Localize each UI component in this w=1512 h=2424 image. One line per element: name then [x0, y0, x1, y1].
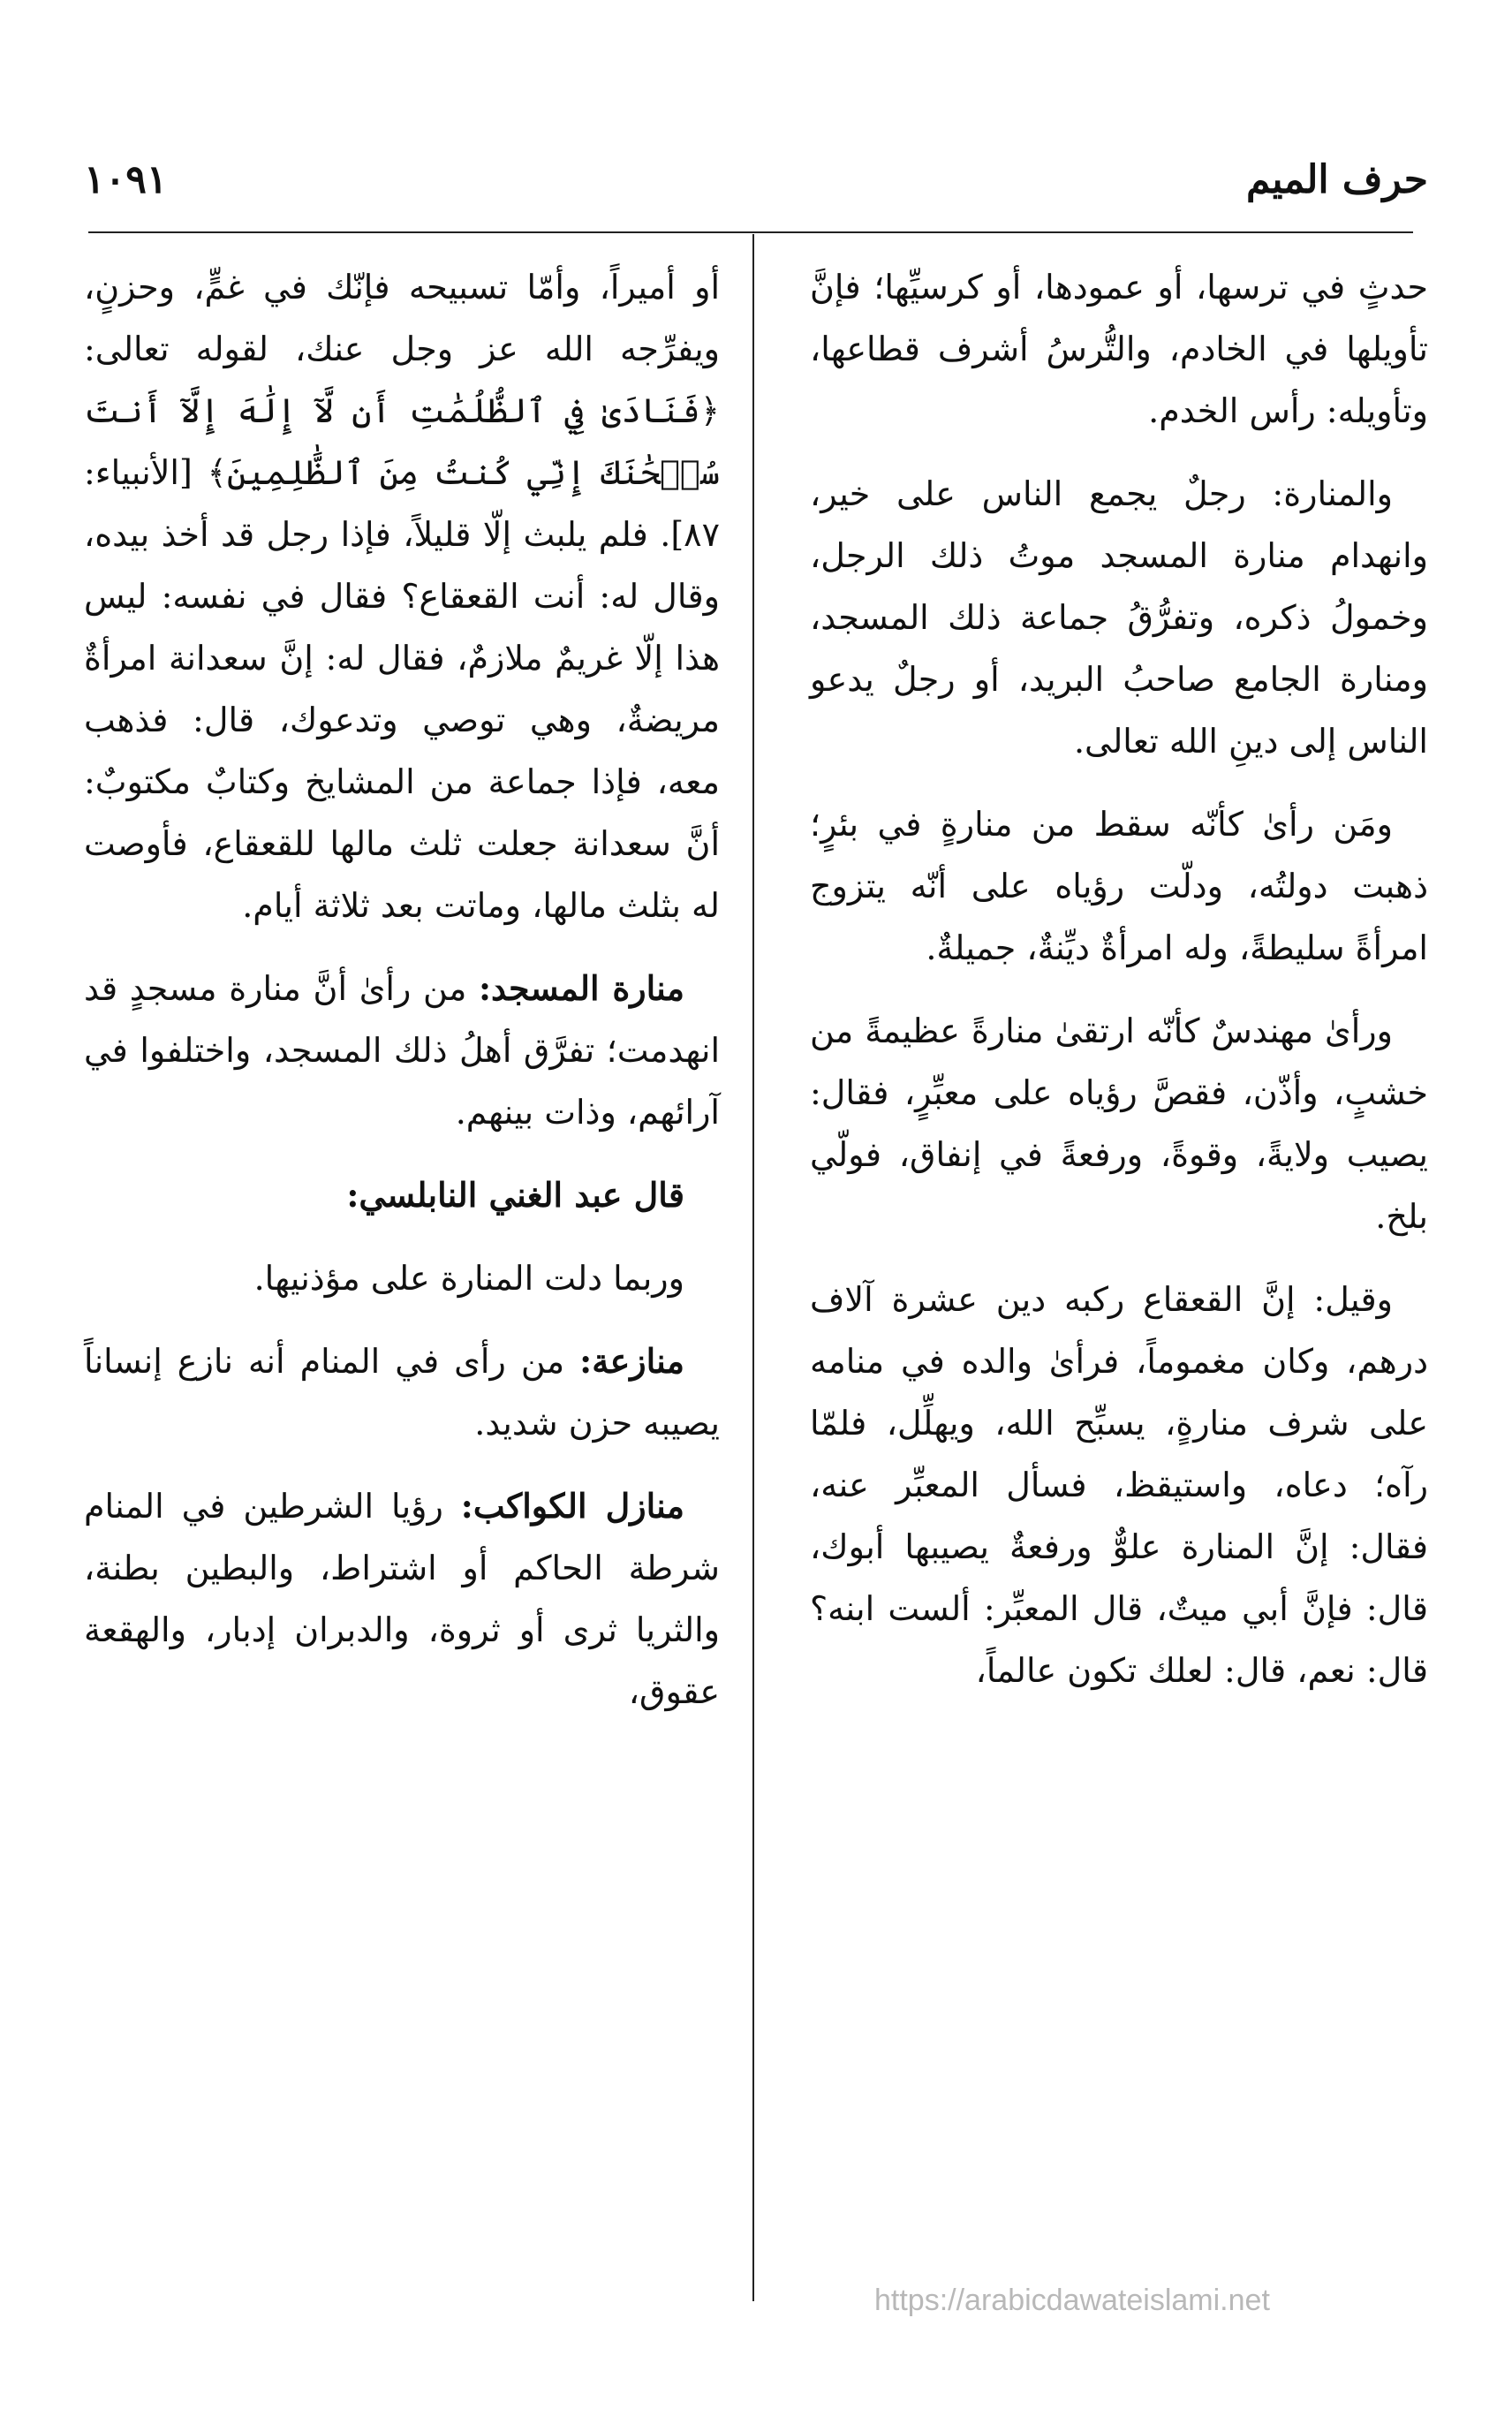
paragraph-text: فلم يلبث إلّا قليلاً، فإذا رجل قد أخذ بيده، وقال له: أنت القعقاع؟ فقال في نفسه: ليس هذا إلّا غريمٌ ملازمٌ، فقال له: إنَّ سعدانة امرأةٌ مريضةٌ، وهي توصي وتدعوك، قال: فذهب معه، فإذا جماعة من المشايخ وكتابٌ مكتوبٌ: أنَّ سعدانة جعلت ثلث مالها للقعقاع، فأوصت له بثلث مالها، وماتت بعد ثلاثة أيام.: [84, 515, 720, 925]
entry-term: منارة المسجد:: [479, 968, 684, 1008]
entry-term: منازل الكواكب:: [460, 1486, 684, 1526]
paragraph: ورأىٰ مهندسٌ كأنّه ارتقىٰ منارةً عظيمةً من خشبٍ، وأذّن، فقصَّ رؤياه على معبِّرٍ، فقال: يصيب ولايةً، وقوةً، ورفعةً في إنفاق، فولّي بلخ.: [810, 1011, 1428, 1236]
entry-manazil-al-kawakib: [84, 1475, 720, 1723]
entry-text: من رأى في المنام أنه نازع إنساناً يصيبه حزن شديد.: [84, 1342, 720, 1443]
right-column: [810, 256, 1428, 1723]
paragraph: وقيل: إنَّ القعقاع ركبه دين عشرة آلاف درهم، وكان مغموماً، فرأىٰ والده في منامه على شرف منارةٍ، يسبِّح الله، ويهلِّل، فلمّا رآه؛ دعاه، واستيقظ، فسأل المعبِّر عنه، فقال: إنَّ المنارة علوٌّ ورفعةٌ يصيبها أبوك، قال: فإنَّ أبي ميتٌ، قال المعبِّر: ألست ابنه؟ قال: نعم، قال: لعلك تكون عالماً،: [810, 1280, 1428, 1690]
header-rule: [88, 231, 1413, 233]
entry-term: منازعة:: [579, 1341, 684, 1381]
watermark: https://arabicdawateislami.net: [874, 2284, 1270, 2317]
page-number: ١٠٩١: [84, 157, 168, 202]
running-head: حرف الميم: [1245, 157, 1428, 202]
paragraph: ومَن رأىٰ كأنّه سقط من منارةٍ في بئرٍ؛ ذهبت دولتُه، ودلّت رؤياه على أنّه يتزوج امرأةً سليطةً، وله امرأةٌ ديِّنةٌ، جميلةٌ.: [810, 805, 1428, 967]
entry-text: رؤيا الشرطين في المنام شرطة الحاكم أو اشتراط، والبطين بطنة، والثريا ثرى أو ثروة، والدبران إدبار، والهقعة عقوق،: [84, 1487, 720, 1711]
column-divider: [752, 234, 754, 2301]
paragraph-text: أو أميراً، وأمّا تسبيحه فإنّك في غمٍّ، وحزنٍ، ويفرِّجه الله عز وجل عنك، لقوله تعالى:: [84, 268, 720, 368]
paragraph-continued: [84, 256, 720, 936]
quran-verse: ﴿فَنَادَىٰ فِي ٱلظُّلُمَٰتِ أَن لَّآ إِلَٰهَ إِلَّآ أَنتَ سُبۡحَٰنَكَ إِنِّي كُنتُ مِنَ ٱلظَّٰلِمِينَ﴾: [84, 391, 720, 492]
section-heading: قال عبد الغني النابلسي:: [346, 1175, 684, 1215]
paragraph: والمنارة: رجلٌ يجمع الناس على خير، وانهدام منارة المسجد موتُ ذلك الرجل، وخمولُ ذكره، وتفرُّقُ جماعة ذلك المسجد، ومنارة الجامع صاحبُ البريد، أو رجلٌ يدعو الناس إلى دينِ الله تعالى.: [810, 474, 1428, 761]
paragraph: حدثٍ في ترسها، أو عمودها، أو كرسيِّها؛ فإنَّ تأويلها في الخادم، والتُّرسُ أشرف قطاعها، وتأويله: رأس الخدم.: [810, 268, 1428, 430]
left-column: [84, 256, 720, 1744]
entry-text: من رأىٰ أنَّ منارة مسجدٍ قد انهدمت؛ تفرَّق أهلُ ذلك المسجد، واختلفوا في آرائهم، وذات بينهم.: [84, 969, 720, 1132]
verse-reference: [الأنبياء: ٨٧].: [84, 453, 720, 554]
entry-munazaa: [84, 1330, 720, 1454]
entry-minarat-al-masjid: [84, 958, 720, 1143]
paragraph: وربما دلت المنارة على مؤذنيها.: [253, 1259, 684, 1298]
